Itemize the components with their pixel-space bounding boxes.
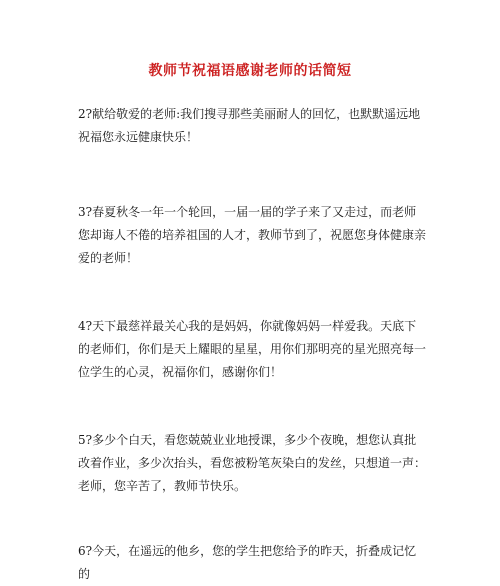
paragraph: 3?春夏秋冬一年一个轮回，一届一届的学子来了又走过，而老师您却诲人不倦的培养祖国的人才，教师节到了，祝愿您身体健康亲爱的老师！ (78, 205, 427, 265)
document-title: 教师节祝福语感谢老师的话简短 (148, 63, 352, 79)
paragraph: 2?献给敬爱的老师:我们搜寻那些美丽耐人的回忆，也默默遥远地祝福您永远健康快乐！ (78, 107, 421, 144)
paragraph: 5?多少个白天，看您兢兢业业地授课，多少个夜晚，想您认真批改着作业，多少次抬头，看您被粉笔灰染白的发丝，只想道一声：老师，您辛苦了，教师节快乐。 (78, 433, 427, 493)
paragraph: 6?今天，在遥远的他乡，您的学生把您给予的昨天，折叠成记忆的 (78, 544, 417, 581)
paragraph: 4?天下最慈祥最关心我的是妈妈，你就像妈妈一样爱我。天底下的老师们，你们是天上耀眼的星星，用你们那明亮的星光照亮每一位学生的心灵，祝福你们，感谢你们！ (78, 319, 427, 379)
